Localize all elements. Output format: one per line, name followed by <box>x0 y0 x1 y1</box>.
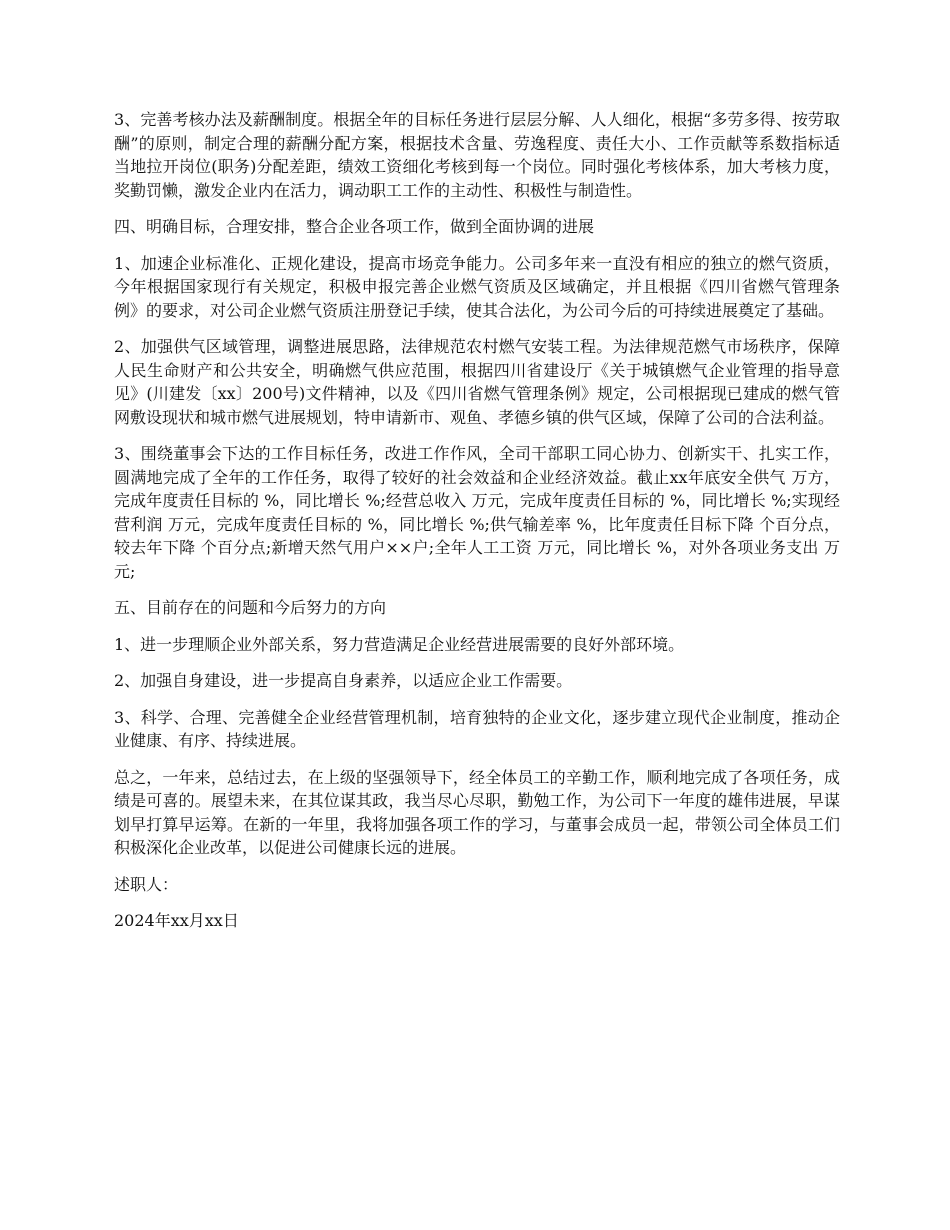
document-date: 2024年xx月xx日 <box>114 911 239 930</box>
paragraph-management-mechanism: 3、科学、合理、完善健全企业经营管理机制，培育独特的企业文化，逐步建立现代企业制度，推动企业健康、有序、持续进展。 <box>114 707 840 750</box>
paragraph-external-relations: 1、进一步理顺企业外部关系，努力营造满足企业经营进展需要的良好外部环境。 <box>114 634 685 654</box>
signature-label: 述职人： <box>114 874 179 894</box>
document-page <box>114 108 840 946</box>
paragraph-annual-targets: 3、围绕董事会下达的工作目标任务，改进工作作风，全司干部职工同心协力、创新实干、扎实工作，圆满地完成了全年的工作任务，取得了较好的社会效益和企业经济效益。截止xx年底安全供气 万方，完成年度责任目标的 %，同比增长 %;经营总收入 万元，完成年度责任目标的 %，同比增长 %;实现经营利润 万元，完成年度责任目标的 %，同比增长 %;供气输差率 %，比年度责任目标下降 个百分点，较去年下降 个百分点;新增天然气用户××户;全年人工工资 万元，同比增长 %，对外各项业务支出 万元; <box>114 444 840 581</box>
section-heading-five: 五、目前存在的问题和今后努力的方向 <box>114 598 387 617</box>
section-heading-four: 四、明确目标，合理安排，整合企业各项工作，做到全面协调的进展 <box>114 217 595 236</box>
paragraph-gas-supply-area: 2、加强供气区域管理，调整进展思路，法律规范农村燃气安装工程。为法律规范燃气市场秩序，保障人民生命财产和公共安全，明确燃气供应范围，根据四川省建设厅《关于城镇燃气企业管理的指导意见》(川建发〔xx〕200号)文件精神，以及《四川省燃气管理条例》规定，公司根据现已建成的燃气管网敷设现状和城市燃气进展规划，特申请新市、观鱼、孝德乡镇的供气区域，保障了公司的合法利益。 <box>114 337 840 427</box>
paragraph-salary-system: 3、完善考核办法及薪酬制度。根据全年的目标任务进行层层分解、人人细化，根据“多劳多得、按劳取酬”的原则，制定合理的薪酬分配方案，根据技术含量、劳逸程度、责任大小、工作贡献等系数指标适当地拉开岗位(职务)分配差距，绩效工资细化考核到每一个岗位。同时强化考核体系，加大考核力度，奖勤罚懒，激发企业内在活力，调动职工工作的主动性、积极性与制造性。 <box>114 110 840 200</box>
paragraph-standardization: 1、加速企业标准化、正规化建设，提高市场竞争能力。公司多年来一直没有相应的独立的燃气资质，今年根据国家现行有关规定，积极申报完善企业燃气资质及区域确定，并且根据《四川省燃气管理条例》的要求，对公司企业燃气资质注册登记手续，使其合法化，为公司今后的可持续进展奠定了基础。 <box>114 253 840 320</box>
paragraph-conclusion: 总之，一年来，总结过去，在上级的坚强领导下，经全体员工的辛勤工作，顺利地完成了各项任务，成绩是可喜的。展望未来，在其位谋其政，我当尽心尽职，勤勉工作，为公司下一年度的雄伟进展，早谋划早打算早运筹。在新的一年里，我将加强各项工作的学习，与董事会成员一起，带领公司全体员工们积极深化企业改革，以促进公司健康长远的进展。 <box>114 767 840 857</box>
paragraph-self-improvement: 2、加强自身建设，进一步提高自身素养，以适应企业工作需要。 <box>114 671 573 690</box>
